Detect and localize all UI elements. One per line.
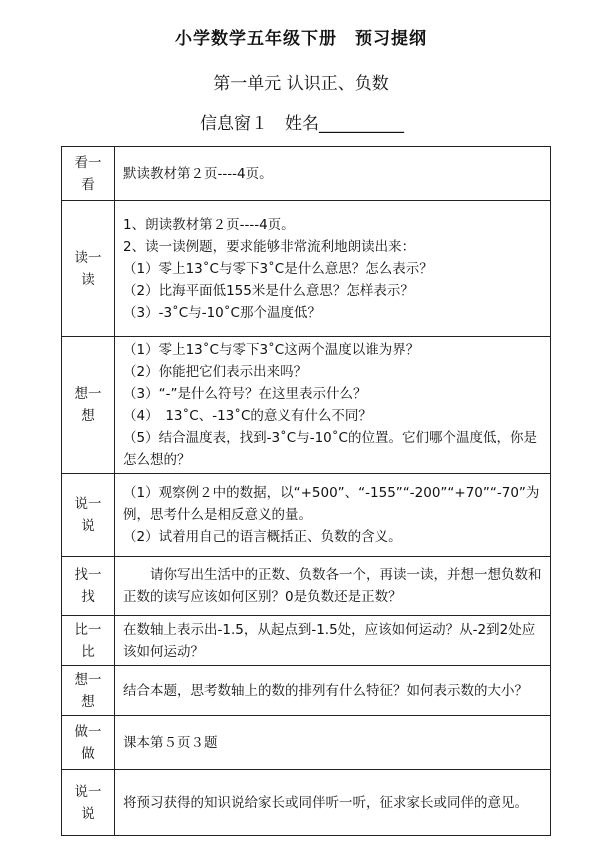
row-content (115, 557, 551, 616)
row-content (115, 474, 551, 557)
row-content (115, 716, 551, 770)
content-line: 默读教材第２页----4页。 (123, 165, 273, 182)
row-label-part: 说一 (74, 496, 102, 512)
row-content (115, 616, 551, 666)
content-line: 结合本题，思考数轴上的数的排列有什么特征？如何表示数的大小？ (123, 682, 528, 699)
row-label-part: 做一 (74, 723, 102, 740)
outline-row (62, 666, 551, 716)
row-label-part: 读 (81, 271, 95, 288)
outline-row (62, 337, 551, 474)
row-label-part: 想 (81, 693, 95, 710)
content-line: （3）“-”是什么符号？在这里表示什么？ (123, 386, 367, 402)
outline-row (62, 474, 551, 557)
row-label-part: 说 (81, 518, 95, 534)
row-content (115, 666, 551, 716)
row-content (115, 770, 551, 836)
outline-row (62, 147, 551, 201)
preview-outline-table (61, 146, 551, 836)
content-line: （2）试着用自己的语言概括正、负数的含义。 (123, 529, 402, 545)
outline-row (62, 770, 551, 836)
info-window-name-line: 信息窗１ 姓名__________ (200, 114, 404, 134)
row-label (62, 337, 115, 474)
content-line: 请你写出生活中的正数、负数各一个，再读一读，并想一想负数和正数的读写应该如何区别？0是负数还是正数？ (123, 567, 542, 605)
content-line: （1）观察例２中的数据，以“+500”、“-155”“-200”“+70”“-70”为例，思考什么是相反意义的量。 (123, 485, 540, 523)
row-label-part: 想一 (74, 386, 102, 402)
row-content (115, 337, 551, 474)
row-label-part: 想 (81, 408, 95, 424)
row-label (62, 557, 115, 616)
content-line: （3）-3˚C与-10˚C那个温度低？ (123, 304, 321, 321)
row-label-part: 做 (81, 745, 95, 762)
row-label (62, 147, 115, 201)
content-line: 课本第５页３题 (123, 734, 218, 751)
row-label-part: 看一 (74, 154, 102, 171)
outline-row (62, 616, 551, 666)
content-line: （1）零上13˚C与零下3˚C这两个温度以谁为界？ (123, 342, 420, 358)
row-label-part: 看 (81, 176, 95, 193)
content-line: 2、读一读例题，要求能够非常流利地朗读出来： (123, 238, 416, 255)
content-line: 1、朗读教材第２页----4页。 (123, 216, 295, 233)
row-label (62, 666, 115, 716)
row-label (62, 201, 115, 337)
content-line: （1）零上13˚C与零下3˚C是什么意思？怎么表示？ (123, 260, 433, 277)
row-label-part: 读一 (74, 249, 102, 266)
content-line: （5）结合温度表，找到-3˚C与-10˚C的位置。它们哪个温度低，你是怎么想的？ (123, 430, 537, 468)
content-line: 在数轴上表示出-1.5，从起点到-1.5处，应该如何运动？从-2到2处应该如何运动？ (123, 621, 536, 660)
page-title: 小学数学五年级下册 预习提纲 (175, 29, 427, 49)
outline-row (62, 201, 551, 337)
unit-title: 第一单元 认识正、负数 (213, 74, 389, 94)
row-label (62, 474, 115, 557)
row-label-part: 比一 (74, 621, 102, 638)
row-label-part: 比 (81, 643, 95, 660)
row-label-part: 找 (81, 589, 95, 605)
content-line: （2）比海平面低155米是什么意思？怎样表示？ (123, 282, 414, 299)
outline-row (62, 557, 551, 616)
row-label-part: 想一 (74, 671, 102, 688)
row-content (115, 201, 551, 337)
content-line: 将预习获得的知识说给家长或同伴听一听，征求家长或同伴的意见。 (123, 794, 528, 811)
row-label-part: 说一 (74, 783, 102, 800)
content-line: （4） 13˚C、-13˚C的意义有什么不同？ (123, 408, 372, 424)
outline-row (62, 716, 551, 770)
row-content (115, 147, 551, 201)
row-label (62, 616, 115, 666)
content-line: （2）你能把它们表示出来吗？ (123, 364, 308, 380)
row-label-part: 找一 (74, 567, 102, 583)
row-label (62, 716, 115, 770)
row-label (62, 770, 115, 836)
row-label-part: 说 (81, 805, 95, 822)
